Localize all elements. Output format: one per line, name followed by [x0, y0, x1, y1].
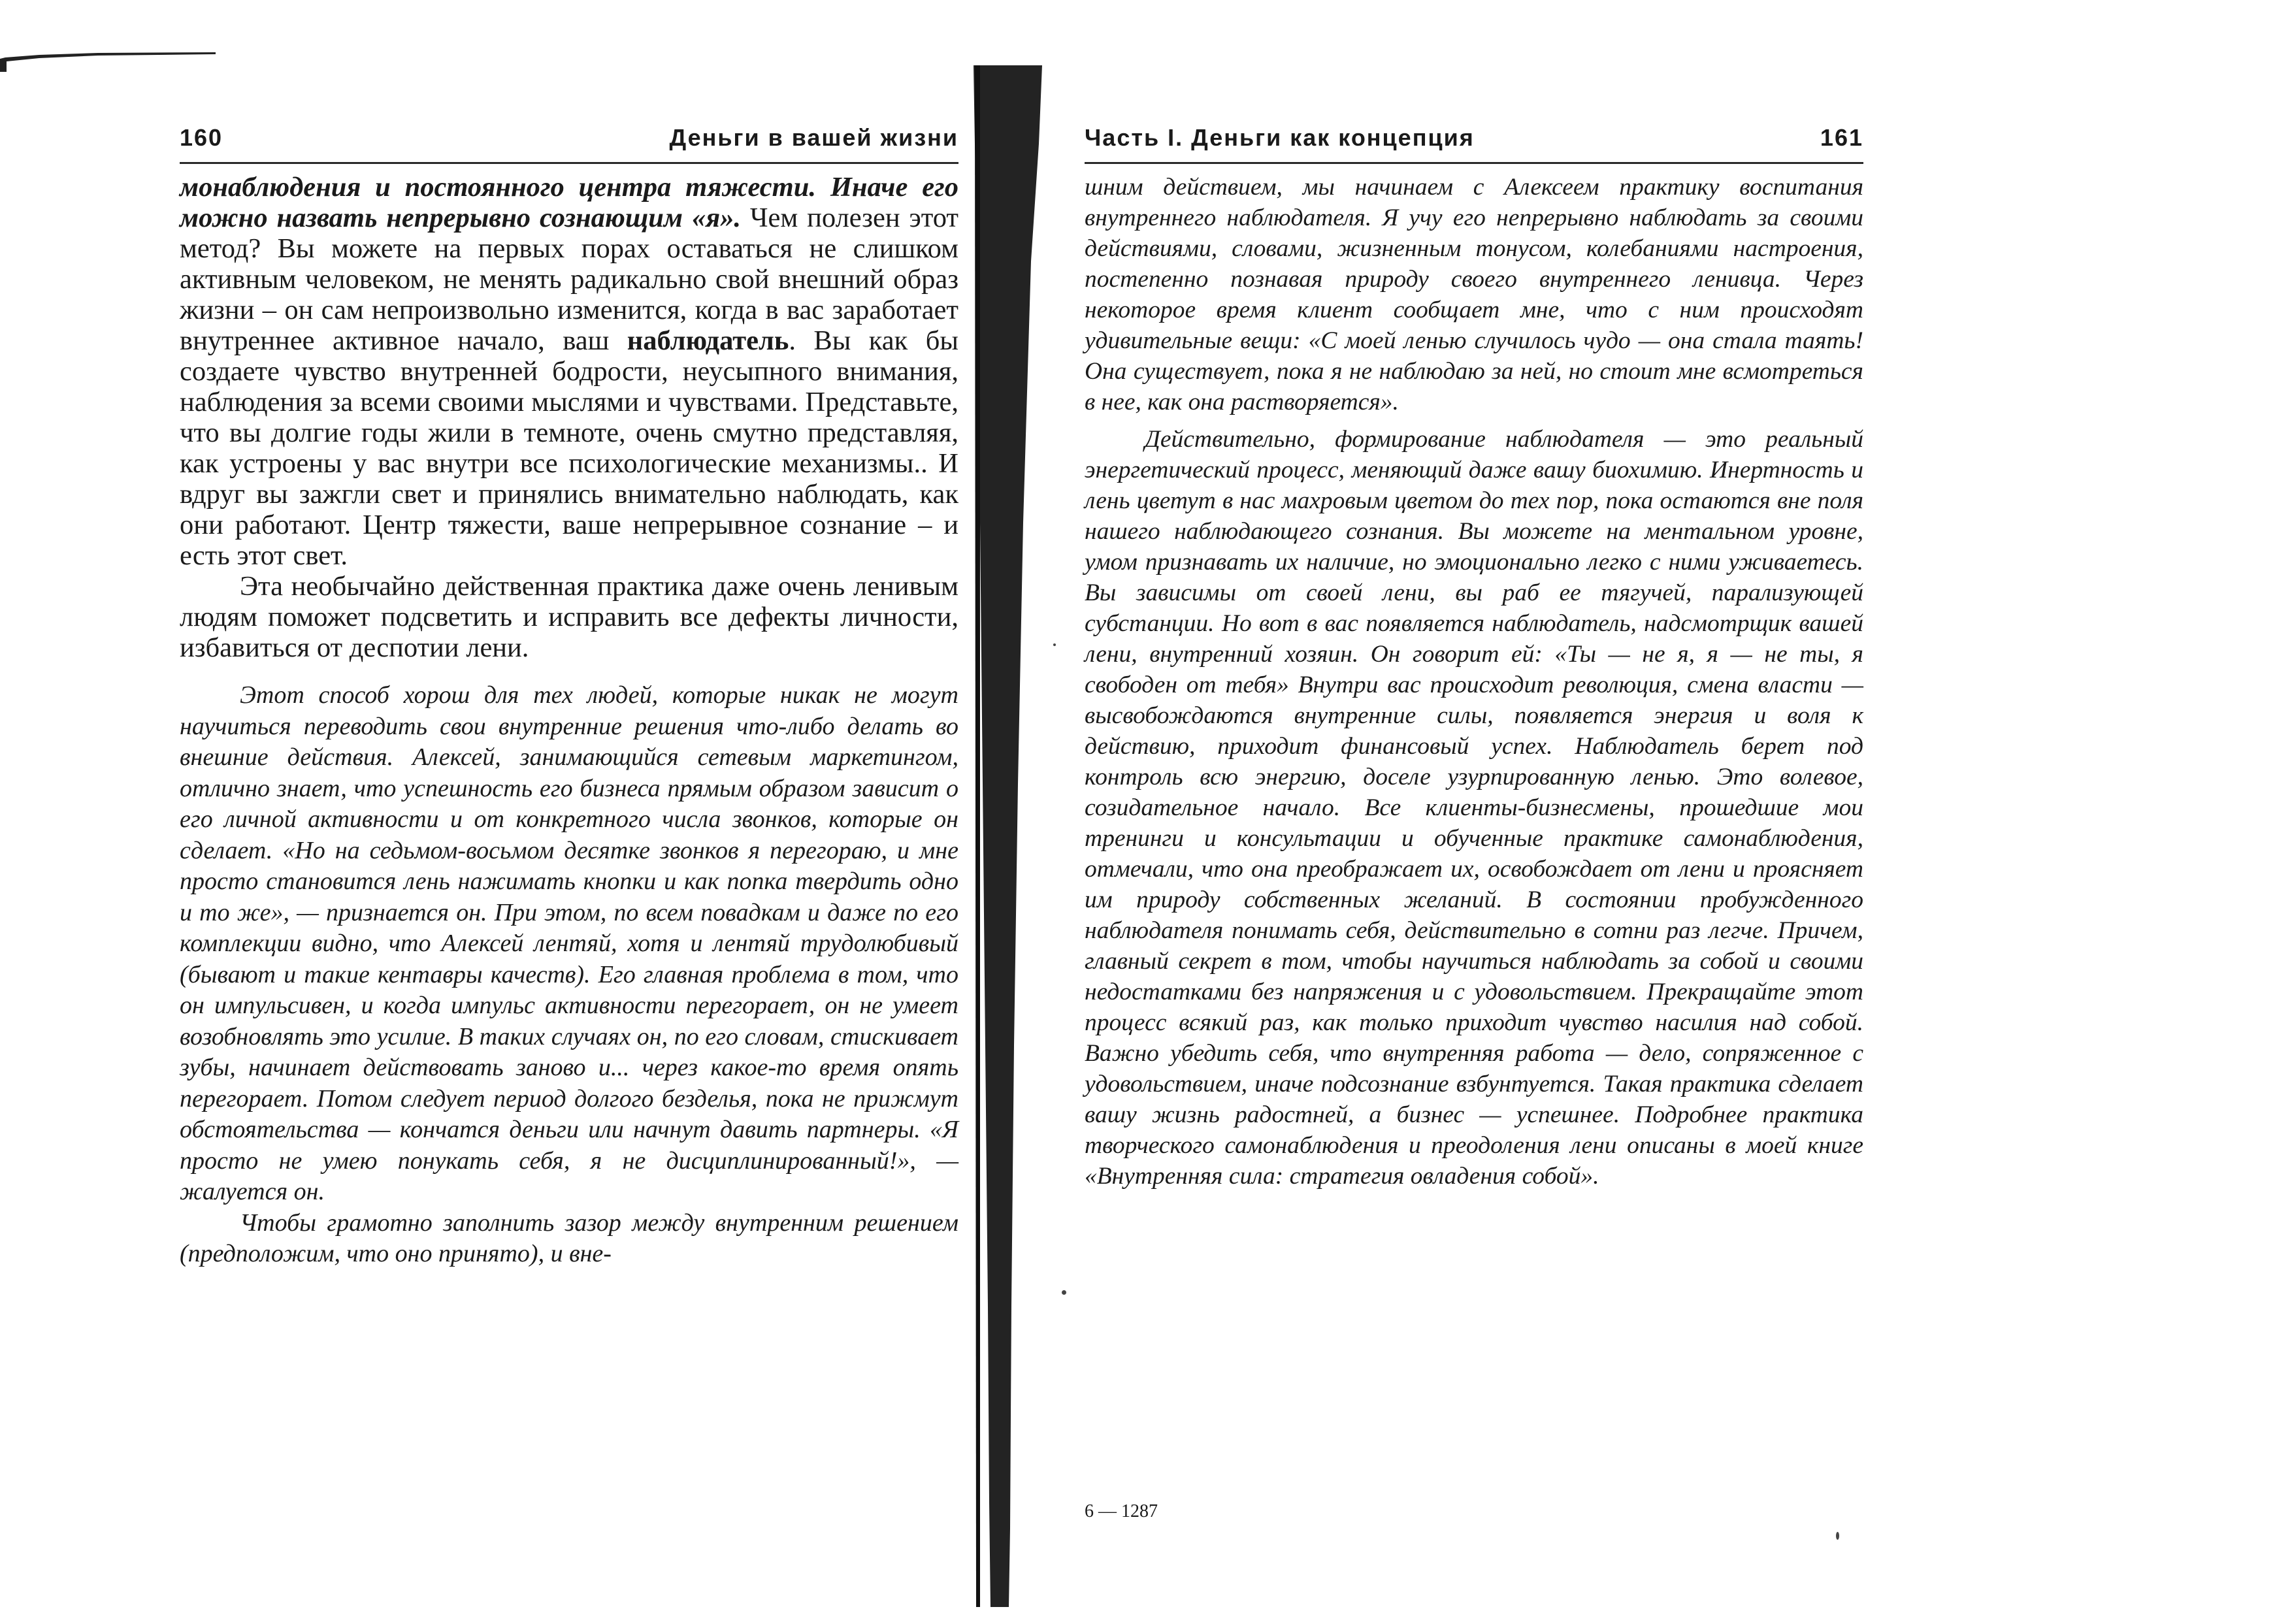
- italic-paragraph: Чтобы грамотно заполнить зазор между внутренним решением (предположим, что оно принято), и вне-: [180, 1209, 958, 1267]
- paragraph: Эта необычайно действенная практика даже очень ленивым людям поможет подсветить и исправить все дефекты личности, избавиться от деспотии лени.: [180, 571, 958, 663]
- italic-paragraph: Действительно, формирование наблюдателя — это реальный энергетический процесс, меняющий даже вашу биохимию. Инертность и лень цветут в нас махровым цветом до тех пор, пока остаются вне поля нашего наблюдающего сознания. Вы можете на ментальном уровне, умом признавать их наличие, но эмоционально легко с ними уживаетесь. Вы зависимы от своей лени, вы раб ее тягучей, парализующей субстанции. Но вот в вас появляется наблюдатель, надсмотрщик вашей лени, внутренний хозяин. Он говорит ей: «Ты — не я, я — не ты, я свободен от тебя» Внутри вас происходит революция, смена власти — высвобождаются внутренние силы, появляется энергия и воля к действию, приходит финансовый успех. Наблюдатель берет под контроль всю энергию, доселе узурпированную ленью. Это волевое, созидательное начало. Все клиенты-бизнесмены, прошедшие мои тренинги и консультации и обученные практике самонаблюдения, отмечали, что она преображает их, освобождает от лени и проясняет им природу собственных желаний. В состоянии пробужденного наблюдателя понимать себя, действительно в сотни раз легче. Причем, главный секрет в том, чтобы научиться наблюдать за собой и своими недостатками без напряжения и с удовольствием. Прекращайте этот процесс всякий раз, как только приходит чувство насилия над собой. Важно убедить себя, что внутренняя работа — дело, сопряженное с удовольствием, иначе подсознание взбунтуется. Такая практика сделает вашу жизнь радостней, а бизнес — успешнее. Подробнее практика творческого самонаблюдения и преодоления лени описаны в моей книге «Внутренняя сила: стратегия овладения собой».: [1085, 426, 1863, 1190]
- running-title: Деньги в вашей жизни: [669, 124, 958, 151]
- right-page: [1085, 124, 1863, 1192]
- italic-paragraph: Этот способ хорош для тех людей, которые никак не могут научиться переводить свои внутренние решения что-либо делать во внешние действия. Алексей, занимающийся сетевым маркетингом, отлично знает, что успешность его бизнеса прямым образом зависит о его личной активности и от конкретного числа звонков, которые он сделает. «Но на седьмом-восьмом десятке звонков я перегораю, и мне просто становится лень нажимать кнопки и как попка твердить одно и то же», — признается он. При этом, по всем повадкам и даже по его комплекции видно, что Алексей лентяй, хотя и лентяй трудолюбивый (бывают и такие кентавры качеств). Его главная проблема в том, что он импульсивен, и когда импульс активности перегорает, он не умеет возобновлять это усилие. В таких случаях он, по его словам, стискивает зубы, начинает действовать заново и... через какое-то время опять перегорает. Потом следует период долгого безделья, пока не прижмут обстоятельства — кончатся деньги или начнут давить партнеры. «Я просто не умею понукать себя, я не дисциплинированный!», — жалуется он.: [180, 681, 958, 1205]
- scan-corner-mark: [0, 46, 216, 72]
- book-spine-shadow: [960, 65, 1058, 1607]
- scan-speck: [1836, 1532, 1839, 1540]
- printer-signature-mark: 6 — 1287: [1085, 1501, 1158, 1521]
- paragraph: [180, 172, 958, 571]
- scan-speck: [1062, 1290, 1066, 1295]
- right-page-header: [1085, 124, 1863, 164]
- running-title: Часть I. Деньги как концепция: [1085, 124, 1475, 151]
- paragraph-text: Чем полезен этот метод? Вы можете на первых порах оставаться не слишком активным человеком, не менять радикально свой внешний образ жизни – он сам непроизвольно изменится, когда в вас заработает внутреннее активное начало, ваш: [180, 203, 958, 356]
- paragraph-text: . Вы как бы создаете чувство внутренней бодрости, неусыпного внимания, наблюдения за всеми своими мыслями и чувствами. Представьте, что вы долгие годы жили в темноте, очень смутно представляя, как устроены у вас внутри все психологические механизмы.. И вдруг вы зажгли свет и принялись внимательно наблюдать, как они работают. Центр тяжести, ваше непрерывное сознание – и есть этот свет.: [180, 325, 958, 571]
- page-number: 160: [180, 124, 223, 151]
- page-number: 161: [1820, 124, 1863, 151]
- italic-paragraph: шним действием, мы начинаем с Алексеем практику воспитания внутреннего наблюдателя. Я учу его непрерывно наблюдать за своими действиями, словами, жизненным тонусом, колебаниями настроения, постепенно познавая природу своего внутреннего ленивца. Через некоторое время клиент сообщает мне, что с ним происходят удивительные вещи: «С моей ленью случилось чудо — она стала таять! Она существует, пока я не наблюдаю за ней, но стоит мне всмотреться в нее, как она растворяется».: [1085, 174, 1863, 415]
- emphasis-text: монаблюдения и постоянного центра тяжести. Иначе его можно назвать непрерывно сознающим «я».: [180, 172, 958, 233]
- left-page-header: [180, 124, 958, 164]
- scan-speck: [1053, 643, 1056, 646]
- left-page: [180, 124, 958, 1270]
- bold-term: наблюдатель: [627, 325, 789, 356]
